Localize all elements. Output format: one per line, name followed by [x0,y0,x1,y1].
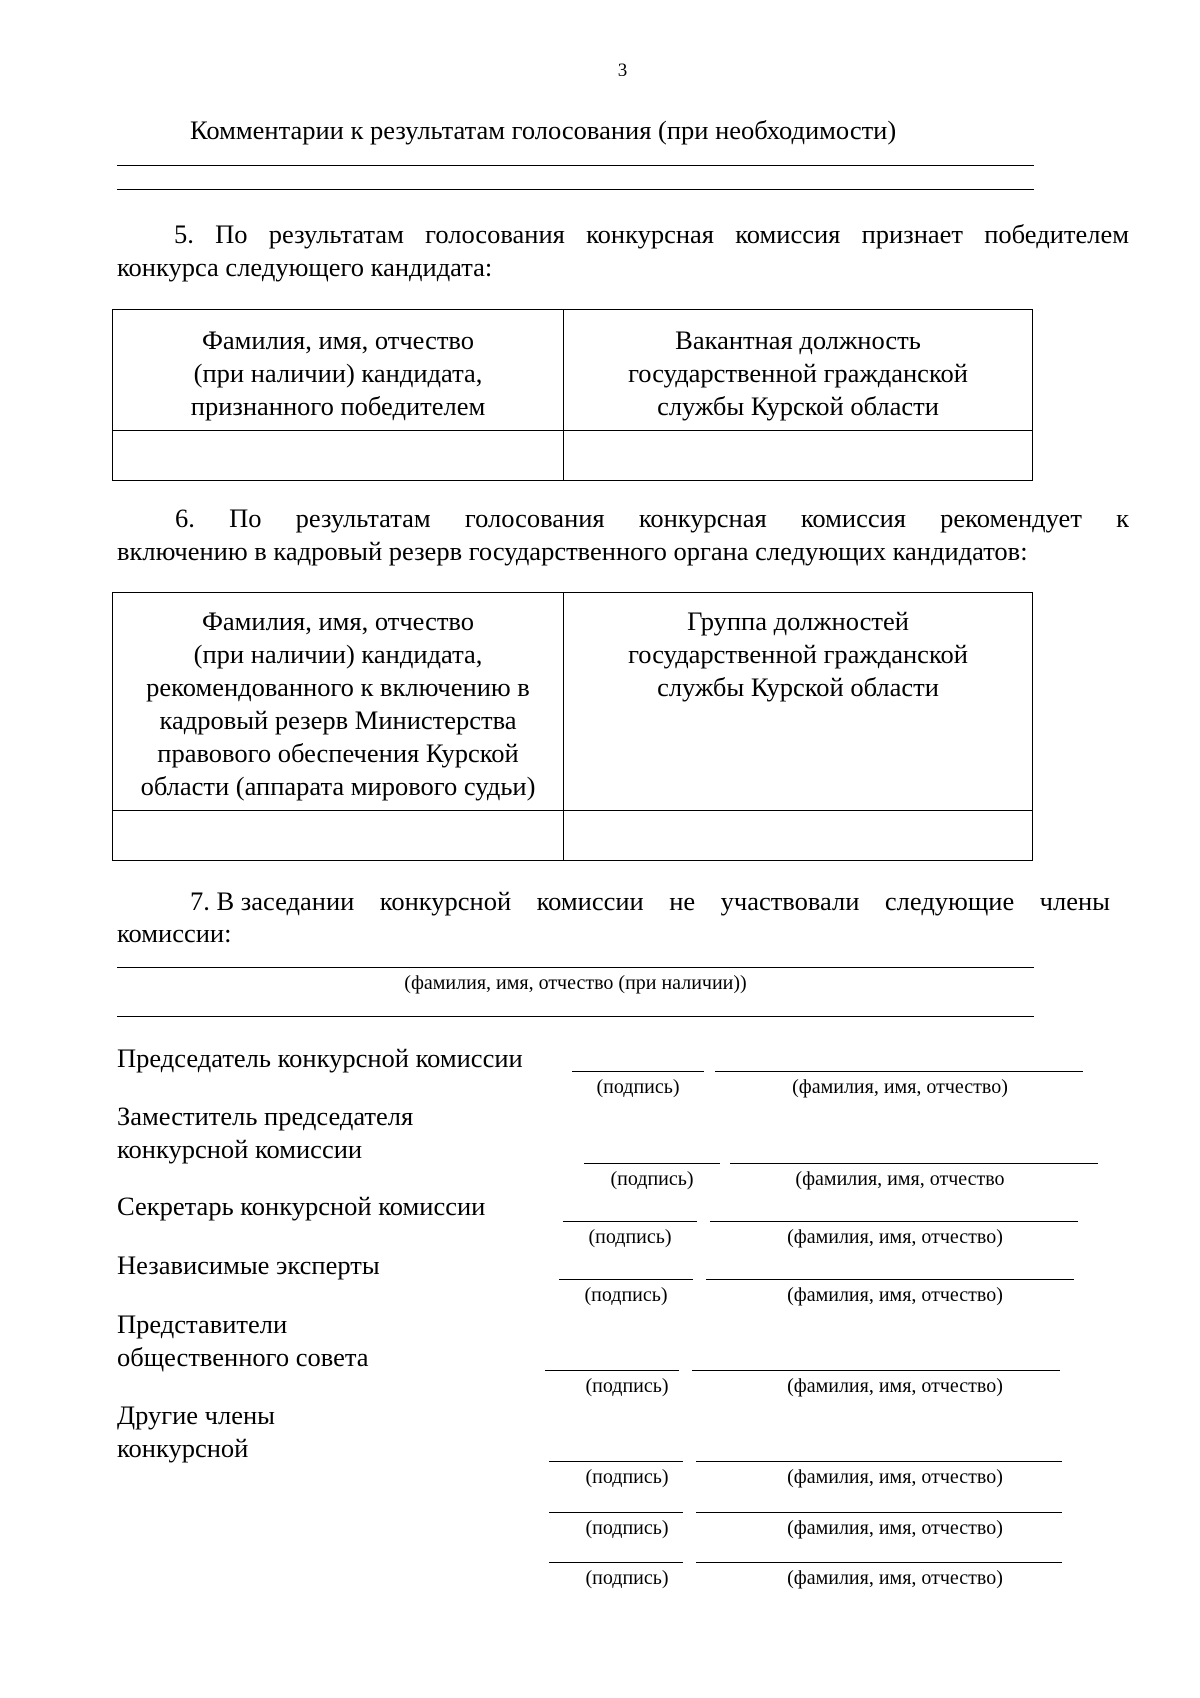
comments-heading: Комментарии к результатам голосования (при необходимости) [190,115,897,145]
deputy-signature-caption: (подпись) [610,1168,694,1190]
winner-table-cell-name [113,431,564,481]
secretary-signature-line [563,1221,697,1222]
chairman-name-caption: (фамилия, имя, отчество) [792,1076,1008,1098]
comments-line-2 [117,189,1034,190]
chairman-label: Председатель конкурсной комиссии [117,1043,523,1073]
absent-members-caption: (фамилия, имя, отчество (при наличии)) [404,972,747,994]
other-members-signature-line-2 [549,1512,683,1513]
secretary-signature-caption: (подпись) [588,1226,672,1248]
item6-line1: 6. По результатам голосования конкурсная комиссия рекомендует к [175,503,1129,533]
absent-members-line-1 [117,967,1034,968]
secretary-name-line [710,1221,1078,1222]
item5-paragraph: 5. По результатам голосования конкурсная комиссия признает победителем конкурса следующего кандидата: [117,219,1129,282]
item7-line2: комиссии: [117,918,232,948]
experts-label: Независимые эксперты [117,1250,380,1280]
other-members-name-caption-1: (фамилия, имя, отчество) [787,1466,1003,1488]
other-members-signature-line-1 [549,1461,683,1462]
public-council-signature-caption: (подпись) [585,1375,669,1397]
public-council-label: Представители общественного совета [117,1309,369,1372]
winner-table-header-position: Вакантная должность государственной гражданской службы Курской области [564,310,1033,431]
page-number: 3 [617,60,628,81]
other-members-label: Другие члены конкурсной [117,1400,275,1463]
chairman-signature-line [572,1071,704,1072]
other-members-name-line-2 [696,1512,1062,1513]
reserve-table-header-group: Группа должностей государственной гражданской службы Курской области [564,593,1033,811]
winner-table [112,309,1033,481]
other-members-signature-caption-3: (подпись) [585,1567,669,1589]
deputy-signature-line [584,1163,720,1164]
deputy-name-line [730,1163,1098,1164]
secretary-label: Секретарь конкурсной комиссии [117,1191,486,1221]
public-council-signature-line [545,1370,679,1371]
other-members-name-caption-3: (фамилия, имя, отчество) [787,1567,1003,1589]
absent-members-line-2 [117,1016,1034,1017]
other-members-signature-caption-2: (подпись) [585,1517,669,1539]
experts-signature-line [559,1279,693,1280]
experts-signature-caption: (подпись) [584,1284,668,1306]
other-members-name-caption-2: (фамилия, имя, отчество) [787,1517,1003,1539]
public-council-name-caption: (фамилия, имя, отчество) [787,1375,1003,1397]
reserve-table [112,592,1033,861]
other-members-signature-line-3 [549,1562,683,1563]
other-members-name-line-1 [696,1461,1062,1462]
secretary-name-caption: (фамилия, имя, отчество) [787,1226,1003,1248]
winner-table-cell-position [564,431,1033,481]
item6-line2: включению в кадровый резерв государственного органа следующих кандидатов: [117,536,1028,566]
item7-line1: 7. В заседании конкурсной комиссии не участвовали следующие члены [190,886,1110,916]
reserve-table-cell-group [564,811,1033,861]
chairman-signature-caption: (подпись) [596,1076,680,1098]
deputy-name-caption: (фамилия, имя, отчество [795,1168,1005,1190]
other-members-name-line-3 [696,1562,1062,1563]
reserve-table-header-name: Фамилия, имя, отчество (при наличии) кандидата, рекомендованного к включению в кадровый резерв Министерства правового обеспечения Курской области (аппарата мирового судьи) [113,593,564,811]
comments-line-1 [117,165,1034,166]
other-members-signature-caption-1: (подпись) [585,1466,669,1488]
deputy-label: Заместитель председателя конкурсной комиссии [117,1101,414,1164]
public-council-name-line [692,1370,1060,1371]
chairman-name-line [715,1071,1083,1072]
experts-name-caption: (фамилия, имя, отчество) [787,1284,1003,1306]
reserve-table-cell-name [113,811,564,861]
experts-name-line [706,1279,1074,1280]
winner-table-header-name: Фамилия, имя, отчество (при наличии) кандидата, признанного победителем [113,310,564,431]
